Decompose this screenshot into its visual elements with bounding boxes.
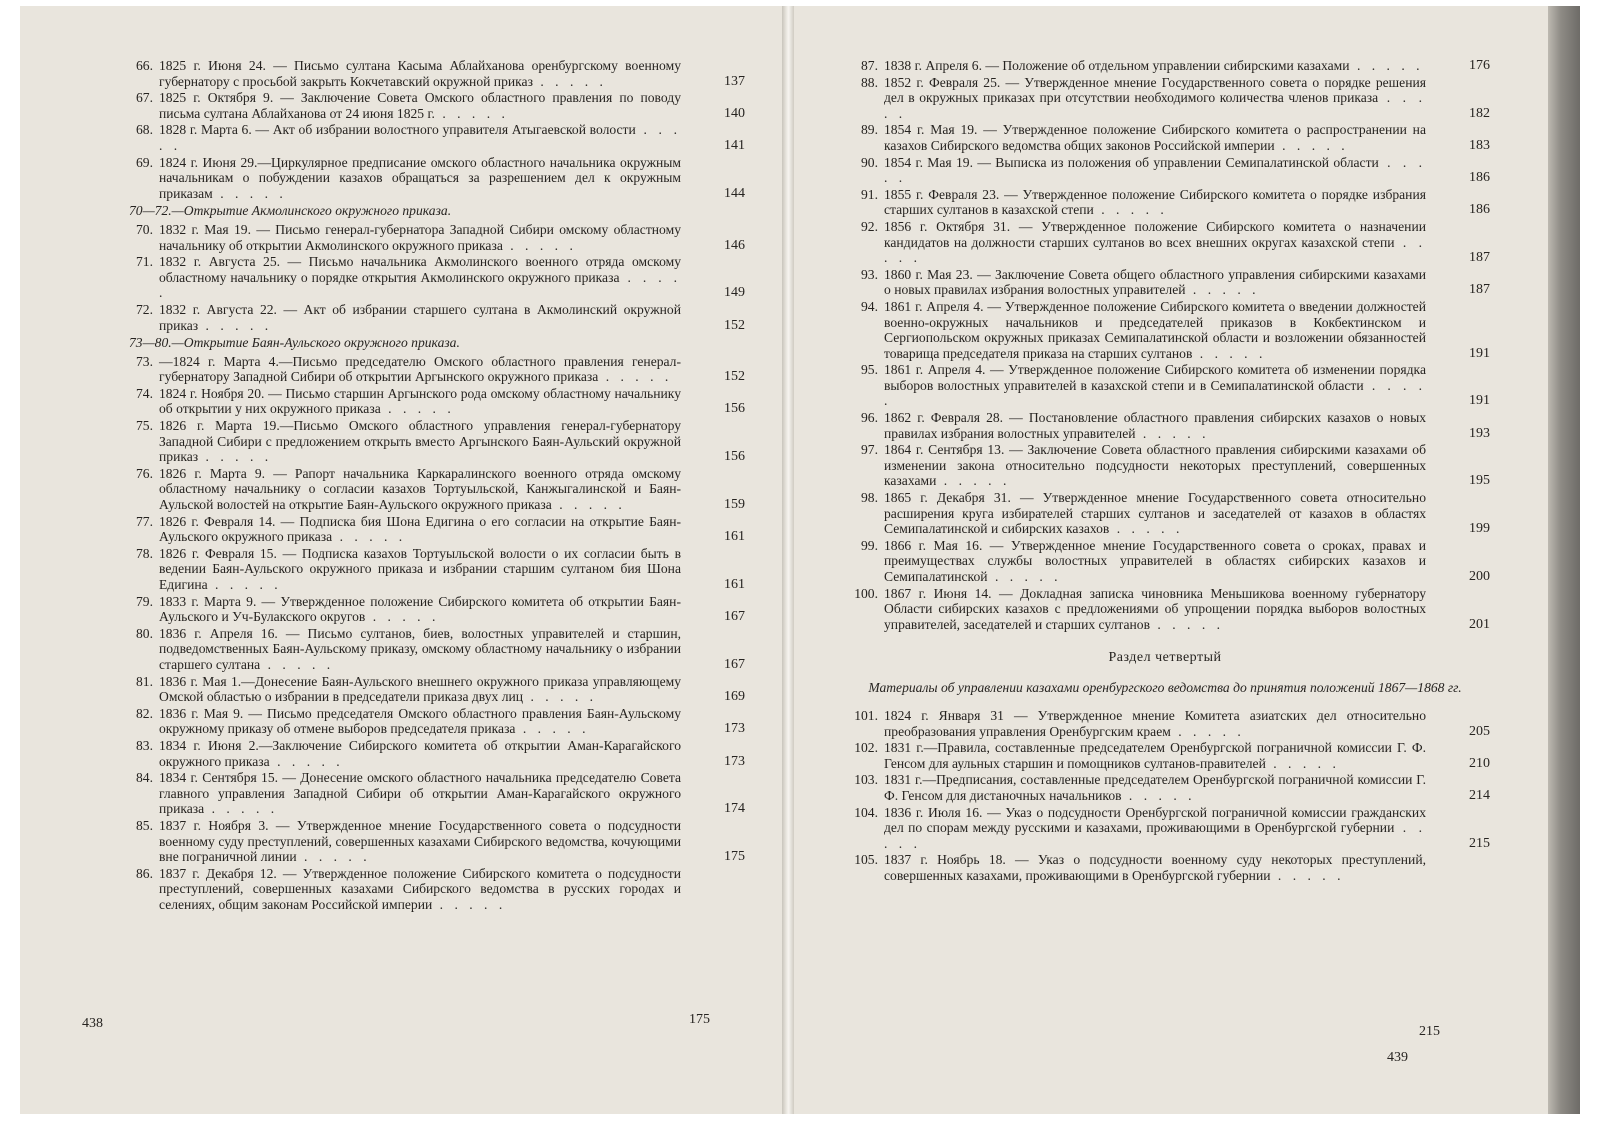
leader-dots: . . . . . <box>598 369 673 385</box>
leader-dots: . . . . . <box>207 577 282 592</box>
group-heading: 70—72.—Открытие Акмолинского окружного приказа. <box>129 203 452 219</box>
leader-dots: . . . . . <box>159 122 681 153</box>
entry-text <box>884 219 1426 266</box>
book-gutter <box>782 6 794 1114</box>
entry-page-number: 201 <box>1469 616 1490 632</box>
entry-text <box>884 122 1426 153</box>
entry-page-number: 215 <box>1469 835 1490 851</box>
leader-dots: . . . . . <box>296 849 371 865</box>
entry-title: 1825 г. Июня 24. — Письмо султана Касыма Аблайханова оренбургскому военному губернатору с просьбой закрыть Кокчетавский окружной приказ <box>159 58 681 89</box>
entry-number: 104. <box>854 804 878 820</box>
leader-dots: . . . . . <box>532 73 607 89</box>
entry-title: 1837 г. Ноябрь 18. — Указ о подсудности военному суду некоторых преступлений, совершенных казахами, проживающими в Оренбургской губернии <box>884 852 1426 883</box>
entry-number: 78. <box>136 545 153 561</box>
entry-title: 1861 г. Апреля 4. — Утвержденное положение Сибирского комитета об изменении порядка выборов волостных управителей в казахской степи и в Семипалатинской области <box>884 362 1426 393</box>
entry-page-number: 186 <box>1469 170 1490 186</box>
entry-page-number: 191 <box>1469 393 1490 409</box>
leader-dots: . . . . . <box>1349 58 1424 73</box>
entry-number: 85. <box>136 817 153 833</box>
entry-page-number: 173 <box>724 753 745 769</box>
entry-number: 70. <box>136 221 153 237</box>
leader-dots: . . . . . <box>212 185 287 201</box>
entry-number: 72. <box>136 301 153 317</box>
leader-dots: . . . . . <box>332 529 407 545</box>
entry-title: 1826 г. Февраля 14. — Подписка бия Шона Едигина о его согласии на открытие Баян-Аульского окружного приказа <box>159 513 681 545</box>
entry-text <box>159 674 681 705</box>
right-contents-list <box>840 58 1490 885</box>
leader-dots: . . . . . <box>1192 345 1267 361</box>
entry-number: 82. <box>136 705 153 721</box>
entry-title: 1836 г. Мая 9. — Письмо председателя Омского областного правления Баян-Аульскому окружному приказу об отмене выборов председателя приказа <box>159 705 681 737</box>
leader-dots: . . . . . <box>1185 282 1260 298</box>
contents-entry <box>115 155 745 202</box>
contents-entry <box>840 490 1490 537</box>
contents-entry <box>115 302 745 333</box>
entry-title: 1834 г. Июня 2.—Заключение Сибирского комитета об открытии Аман-Карагайского окружного приказа <box>159 737 681 769</box>
entry-text <box>159 155 681 202</box>
entry-page-number: 174 <box>724 801 745 817</box>
entry-number: 101. <box>854 707 878 723</box>
entry-page-number: 144 <box>724 185 745 201</box>
leader-dots: . . . . . <box>523 689 598 705</box>
contents-entry <box>840 586 1490 633</box>
entry-text <box>884 708 1426 739</box>
entry-title: 1832 г. Августа 22. — Акт об избрании старшего султана в Акмолинский окружной приказ <box>159 301 681 333</box>
leader-dots: . . . . . <box>1093 202 1168 218</box>
contents-entry <box>115 738 745 769</box>
leader-dots: . . . . . <box>551 497 626 513</box>
entry-number: 80. <box>136 625 153 641</box>
entry-page-number: 156 <box>724 449 745 465</box>
entry-page-number: 161 <box>724 577 745 592</box>
entry-page-number: 137 <box>724 73 745 89</box>
entry-number: 90. <box>861 154 878 170</box>
entry-text <box>159 594 681 625</box>
entry-title: 1824 г. Января 31 — Утвержденное мнение Комитета азиатских дел относительно преобразования управления Оренбургским краем <box>884 707 1426 739</box>
contents-entry <box>840 187 1490 218</box>
leader-dots: . . . . . <box>269 753 344 769</box>
entry-title: 1826 г. Марта 9. — Рапорт начальника Каркаралинского военного отряда омскому областному начальнику о согласии казахов Тортуыльской, Канжыгалинской и Баян-Аульской волостей на открытие Баян-Аульского окружного приказа <box>159 465 681 513</box>
entry-text <box>884 442 1426 489</box>
entry-number: 67. <box>136 90 153 106</box>
entry-page-number: 176 <box>1469 58 1490 73</box>
entry-number: 73. <box>136 353 153 369</box>
entry-title: 1855 г. Февраля 23. — Утвержденное положение Сибирского комитета о порядке избрания старших султанов в казахской степи <box>884 186 1426 218</box>
entry-text <box>884 772 1426 803</box>
entry-text <box>884 740 1426 771</box>
entry-title: 1864 г. Сентября 13. — Заключение Совета областного правления сибирскими казахами об изменении закона относительно подсудности некоторых преступлений, совершенных казахами <box>884 442 1426 489</box>
contents-entry <box>840 122 1490 153</box>
entry-title: 1826 г. Марта 19.—Письмо Омского областного управления генерал-губернатору Западной Сибири с предложением открыть вместо Аргынского Баян-Аульский окружной приказ <box>159 418 681 465</box>
entry-title: 1866 г. Мая 16. — Утвержденное мнение Государственного совета о сроках, правах и преимуществах службы волостных управителей в областях сибирских казахов и Семипалатинской <box>884 537 1426 584</box>
entry-title: 1824 г. Июня 29.—Циркулярное предписание омского областного начальника окружным начальникам о побуждении казахов обращаться за разрешением дел к окружным приказам <box>159 154 681 201</box>
entry-title: 1836 г. Июля 16. — Указ о подсудности Оренбургской пограничной комиссии гражданских дел по спорам между русскими и казахами, проживающими в Оренбургской губернии <box>884 804 1426 836</box>
entry-title: 1837 г. Декабря 12. — Утвержденное положение Сибирского комитета о подсудности преступлений, совершенных казахами Сибирского ведомства в русских городах и селениях, общим законам Российской империи <box>159 865 681 912</box>
entry-number: 100. <box>854 585 878 601</box>
entry-number: 97. <box>861 442 878 458</box>
entry-text <box>884 299 1426 361</box>
leader-dots: . . . . . <box>1265 755 1340 771</box>
entry-text <box>884 267 1426 298</box>
contents-entry <box>840 58 1490 74</box>
entry-title: 1833 г. Марта 9. — Утвержденное положение Сибирского комитета об открытии Баян-Аульского и Уч-Булакского округов <box>159 593 681 625</box>
entry-title: 1834 г. Сентября 15. — Донесение омского областного начальника председателю Совета главного управления Западной Сибири об открытии Аман-Карагайского окружного приказа <box>159 770 681 817</box>
entry-text <box>884 538 1426 585</box>
entry-title: 1838 г. Апреля 6. — Положение об отдельном управлении сибирскими казахами <box>884 58 1350 73</box>
entry-title: 1836 г. Мая 1.—Донесение Баян-Аульского внешнего окружного приказа управляющему Омской областью о избрании в председатели приказа двух лиц <box>159 673 681 705</box>
entry-page-number: 161 <box>724 529 745 545</box>
entry-number: 76. <box>136 465 153 481</box>
leader-dots: . . . . . <box>365 609 440 625</box>
right-page <box>794 6 1548 1114</box>
entry-title: 1832 г. Августа 25. — Письмо начальника Акмолинского военного отряда омскому областному начальнику о порядке открытия Акмолинского окружного приказа <box>159 254 681 285</box>
left-page <box>20 6 782 1114</box>
entry-number: 87. <box>861 58 878 73</box>
book-spread <box>20 6 1580 1114</box>
entry-title: 1831 г.—Правила, составленные председателем Оренбургской пограничной комиссии Г. Ф. Генсом для аульных старшин и помощников султанов-правителей <box>884 740 1426 771</box>
entry-number: 68. <box>136 122 153 138</box>
entry-text <box>159 514 681 545</box>
contents-entry <box>115 866 745 913</box>
entry-page-number: 140 <box>724 105 745 121</box>
entry-title: 1832 г. Мая 19. — Письмо генерал-губернатора Западной Сибири омскому областному начальнику об открытии Акмолинского окружного приказа <box>159 221 681 253</box>
entry-text <box>159 254 681 301</box>
entry-page-number: 187 <box>1469 282 1490 298</box>
entry-title: 1852 г. Февраля 25. — Утвержденное мнение Государственного совета о порядке решения дел в окружных приказах при отсутствии необходимого количества членов приказа <box>884 74 1426 106</box>
entry-title: 1837 г. Ноября 3. — Утвержденное мнение Государственного совета о подсудности военному суду преступлений, совершенных казахами Сибирского ведомства, кочующими вне пограничной линии <box>159 817 681 865</box>
entry-number: 71. <box>136 254 153 270</box>
entry-title: 1831 г.—Предписания, составленные председателем Оренбургской пограничной комиссии Г. Ф. Генсом для дистаночных начальников <box>884 772 1426 803</box>
contents-entry <box>115 354 745 385</box>
entry-page-number: 199 <box>1469 521 1490 537</box>
contents-entry <box>115 770 745 817</box>
entry-number: 93. <box>861 266 878 282</box>
entry-text <box>159 546 681 593</box>
right-last-page-ref: 215 <box>1419 1024 1440 1039</box>
entry-page-number: 195 <box>1469 473 1490 489</box>
contents-entry <box>115 418 745 465</box>
leader-dots: . . . . . <box>1170 723 1245 739</box>
entry-text <box>159 354 681 385</box>
leader-dots: . . . . . <box>884 820 1427 851</box>
entry-text <box>884 490 1426 537</box>
entry-title: 1828 г. Марта 6. — Акт об избрании волостного управителя Атыгаевской волости <box>159 122 636 138</box>
contents-entry <box>115 626 745 673</box>
entry-number: 103. <box>854 772 878 788</box>
leader-dots: . . . . . <box>936 473 1011 489</box>
entry-title: 1825 г. Октября 9. — Заключение Совета Омского областного правления по поводу письма султана Аблайханова от 24 июня 1825 г. <box>159 90 681 121</box>
entry-text <box>159 706 681 737</box>
leader-dots: . . . . . <box>198 449 273 465</box>
entry-number: 105. <box>854 852 878 868</box>
entry-page-number: 214 <box>1469 787 1490 803</box>
leader-dots: . . . . . <box>884 154 1426 186</box>
entry-number: 99. <box>861 537 878 553</box>
contents-entry <box>115 254 745 301</box>
leader-dots: . . . . . <box>515 721 590 737</box>
section-title: Раздел четвертый <box>1108 650 1222 666</box>
contents-entry <box>840 410 1490 441</box>
contents-entry <box>115 90 745 121</box>
entry-text <box>159 122 681 153</box>
contents-entry <box>115 466 745 513</box>
leader-dots: . . . . . <box>159 269 681 301</box>
entry-page-number: 146 <box>724 237 745 253</box>
entry-page-number: 191 <box>1469 345 1490 361</box>
entry-title: 1861 г. Апреля 4. — Утвержденное положение Сибирского комитета о введении должностей военно-окружных начальников и председателей приказов в Кокбектинском и Сергиопольском окружных приказах Семипалатинской области и возложении обязанностей товарища председателя приказа на старших султанов <box>884 298 1426 361</box>
entry-text <box>884 362 1426 409</box>
entry-page-number: 169 <box>724 689 745 705</box>
leader-dots: . . . . . <box>1150 616 1225 632</box>
contents-entry <box>115 594 745 625</box>
contents-entry <box>840 852 1490 883</box>
entry-page-number: 186 <box>1469 202 1490 218</box>
entry-title: 1860 г. Мая 23. — Заключение Совета общего областного управления сибирскими казахами о новых правилах избрания волостных управителей <box>884 266 1426 298</box>
entry-title: 1856 г. Октября 31. — Утвержденное положение Сибирского комитета о назначении кандидатов на должности старших султанов во всех внешних округах казахской степи <box>884 218 1426 250</box>
entry-text <box>884 58 1426 74</box>
leader-dots: . . . . . <box>987 569 1062 584</box>
entry-text <box>159 418 681 465</box>
entry-page-number: 175 <box>724 849 745 865</box>
left-last-page-ref: 175 <box>689 1012 710 1027</box>
entry-title: 1826 г. Февраля 15. — Подписка казахов Тортуыльской волости о их согласии быть в ведении Баян-Аульского окружного приказа и избрании старшим султаном бия Шона Едигина <box>159 545 681 592</box>
entry-text <box>159 738 681 769</box>
leader-dots: . . . . . <box>380 401 455 417</box>
contents-entry <box>840 362 1490 409</box>
left-folio: 438 <box>82 1016 103 1031</box>
entry-number: 74. <box>136 385 153 401</box>
contents-entry <box>115 222 745 253</box>
leader-dots: . . . . . <box>502 237 577 253</box>
entry-title: 1862 г. Февраля 28. — Постановление областного правления сибирских казахов о новых правилах избрания волостных управителей <box>884 410 1426 441</box>
entry-number: 91. <box>861 186 878 202</box>
contents-entry <box>840 299 1490 361</box>
entry-page-number: 152 <box>724 317 745 333</box>
entry-page-number: 156 <box>724 401 745 417</box>
leader-dots: . . . . . <box>260 656 335 672</box>
entry-number: 66. <box>136 58 153 73</box>
entry-title: 1824 г. Ноября 20. — Письмо старшин Аргынского рода омскому областному начальнику об открытии у них окружного приказа <box>159 385 681 417</box>
leader-dots: . . . . . <box>884 234 1426 266</box>
contents-entry <box>115 706 745 737</box>
right-entries-upper <box>840 58 1490 632</box>
entry-page-number: 210 <box>1469 755 1490 771</box>
entry-number: 83. <box>136 737 153 753</box>
entry-title: 1854 г. Мая 19. — Выписка из положения об управлении Семипалатинской области <box>884 154 1379 170</box>
entry-number: 81. <box>136 673 153 689</box>
contents-entry <box>115 386 745 417</box>
contents-entry <box>840 155 1490 186</box>
entry-text <box>159 466 681 513</box>
section-subtitle: Материалы об управлении казахами оренбургского ведомства до принятия положений 1867—1868 гг. <box>868 679 1462 695</box>
leader-dots: . . . . . <box>198 317 273 333</box>
entry-text <box>159 386 681 417</box>
contents-entry <box>840 267 1490 298</box>
entry-text <box>884 586 1426 633</box>
entry-page-number: 167 <box>724 609 745 625</box>
contents-entry <box>840 538 1490 585</box>
entry-number: 94. <box>861 298 878 314</box>
entry-text <box>159 626 681 673</box>
entry-text <box>884 187 1426 218</box>
entry-page-number: 182 <box>1469 105 1490 121</box>
leader-dots: . . . . . <box>1135 425 1210 441</box>
entry-page-number: 159 <box>724 497 745 513</box>
entry-title: 1836 г. Апреля 16. — Письмо султанов, биев, волостных управителей и старшин, подведомственных Баян-Аульскому приказу, омскому областному начальнику о избрании старшего султана <box>159 625 681 672</box>
entry-text <box>159 866 681 913</box>
entry-number: 95. <box>861 362 878 378</box>
entry-text <box>159 58 681 89</box>
entry-title: 1865 г. Декабря 31. — Утвержденное мнение Государственного совета относительно расширения круга избирателей старших султанов и заседателей от казахов в областях Семипалатинской и сибирских казахов <box>884 490 1426 537</box>
entry-number: 89. <box>861 122 878 138</box>
entry-title: 1867 г. Июня 14. — Докладная записка чиновника Меньшикова военному губернатору Области сибирских казахов с предложениями об упрощении порядка выборов волостных управителей, заседателей и старших султанов <box>884 585 1426 632</box>
entry-text <box>884 75 1426 122</box>
entry-number: 92. <box>861 218 878 234</box>
entry-number: 86. <box>136 865 153 881</box>
left-contents-list <box>115 58 745 913</box>
entry-number: 75. <box>136 418 153 434</box>
entry-text <box>884 410 1426 441</box>
right-entries-lower <box>840 708 1490 884</box>
contents-entry <box>115 122 745 153</box>
contents-entry <box>840 75 1490 122</box>
contents-entry <box>840 442 1490 489</box>
leader-dots: . . . . . <box>1121 787 1196 803</box>
entry-page-number: 193 <box>1469 425 1490 441</box>
entry-page-number: 205 <box>1469 723 1490 739</box>
contents-entry <box>115 818 745 865</box>
contents-entry <box>840 708 1490 739</box>
entry-page-number: 187 <box>1469 250 1490 266</box>
entry-number: 77. <box>136 513 153 529</box>
entry-text <box>159 222 681 253</box>
entry-text <box>159 818 681 865</box>
contents-entry <box>115 58 745 89</box>
contents-entry <box>840 805 1490 852</box>
group-heading: 73—80.—Открытие Баян-Аульского окружного приказа. <box>129 335 460 351</box>
entry-text <box>159 90 681 121</box>
entry-page-number: 152 <box>724 369 745 385</box>
entry-number: 96. <box>861 410 878 426</box>
contents-entry <box>115 514 745 545</box>
entry-title: 1854 г. Мая 19. — Утвержденное положение Сибирского комитета о распространении на казахов Сибирского ведомства общих законов Российской империи <box>884 122 1426 153</box>
contents-entry <box>840 740 1490 771</box>
entry-page-number: 183 <box>1469 137 1490 153</box>
entry-number: 79. <box>136 593 153 609</box>
contents-entry <box>115 546 745 593</box>
leader-dots: . . . . . <box>204 801 279 817</box>
leader-dots: . . . . . <box>1274 137 1349 153</box>
entry-page-number: 173 <box>724 721 745 737</box>
entry-text <box>159 770 681 817</box>
contents-entry <box>840 772 1490 803</box>
entry-title: —1824 г. Марта 4.—Письмо председателю Омского областного правления генерал-губернатору Западной Сибири об открытии Аргынского окружного приказа <box>159 353 681 385</box>
entry-text <box>159 302 681 333</box>
right-folio: 439 <box>1387 1050 1408 1065</box>
leader-dots: . . . . . <box>1270 867 1345 883</box>
entry-text <box>884 852 1426 883</box>
contents-entry <box>840 219 1490 266</box>
entry-number: 84. <box>136 770 153 786</box>
leader-dots: . . . . . <box>884 90 1427 121</box>
leader-dots: . . . . . <box>432 896 507 912</box>
entry-number: 88. <box>861 74 878 90</box>
entry-page-number: 200 <box>1469 569 1490 584</box>
entry-page-number: 167 <box>724 656 745 672</box>
entry-number: 102. <box>854 740 878 756</box>
leader-dots: . . . . . <box>1109 521 1184 537</box>
entry-text <box>884 805 1426 852</box>
entry-page-number: 149 <box>724 285 745 301</box>
entry-number: 69. <box>136 154 153 170</box>
entry-text <box>884 155 1426 186</box>
book-edge <box>1548 6 1580 1114</box>
leader-dots: . . . . . <box>884 377 1427 409</box>
contents-entry <box>115 674 745 705</box>
entry-page-number: 141 <box>724 137 745 153</box>
entry-number: 98. <box>861 490 878 506</box>
leader-dots: . . . . . <box>434 105 509 121</box>
